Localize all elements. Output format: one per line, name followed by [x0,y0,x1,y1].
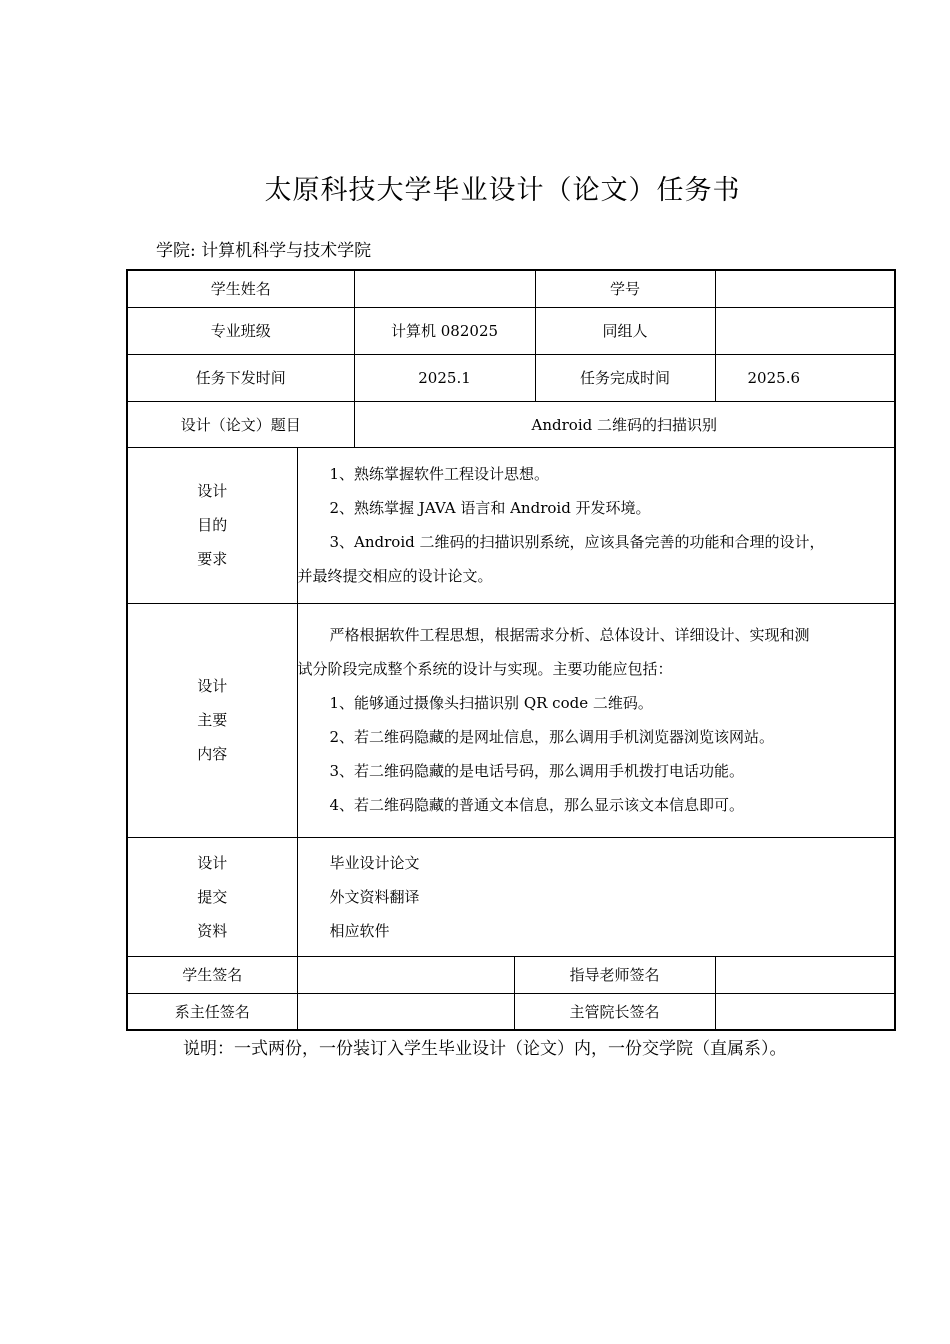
finish-time-label: 任务完成时间 [535,354,715,401]
dean-sign-field[interactable] [715,993,895,1030]
goals-label [127,447,297,603]
main-content-line: 严格根据软件工程思想，根据需求分析、总体设计、详细设计、实现和测 [329,626,810,644]
issue-time-label: 任务下发时间 [127,354,354,401]
goals-line: 并最终提交相应的设计论文。 [297,567,493,585]
submission-label-line: 设计 [197,853,228,872]
dean-sign-label: 主管院长签名 [514,993,715,1030]
major-class-label: 专业班级 [127,307,354,354]
main-content-body [297,603,895,837]
issue-time-field[interactable]: 2025.1 [354,354,535,401]
main-content-line: 试分阶段完成整个系统的设计与实现。主要功能应包括： [297,660,673,678]
group-members-label: 同组人 [535,307,715,354]
goals-line: 2、熟练掌握 JAVA 语言和 Android 开发环境。 [329,499,651,517]
dept-head-sign-field[interactable] [297,993,514,1030]
submission-item: 毕业设计论文 [329,853,420,872]
submission-items [297,837,895,956]
student-sign-label: 学生签名 [127,956,297,993]
main-content-label-line: 主要 [197,711,228,729]
major-class-field[interactable]: 计算机 082025 [354,307,535,354]
main-content-label-line: 内容 [197,745,228,763]
advisor-sign-label: 指导老师签名 [514,956,715,993]
main-content-line: 1、能够通过摄像头扫描识别 QR code 二维码。 [329,694,653,712]
student-id-label: 学号 [535,270,715,307]
goals-label-line: 要求 [197,550,228,568]
main-content-line: 3、若二维码隐藏的是电话号码，那么调用手机拨打电话功能。 [329,762,745,780]
group-members-field[interactable] [715,307,895,354]
submission-label-line: 提交 [197,887,228,906]
student-name-label: 学生姓名 [127,270,354,307]
goals-label-line: 目的 [197,516,228,534]
submission-item: 相应软件 [329,921,390,940]
main-content-line: 4、若二维码隐藏的普通文本信息，那么显示该文本信息即可。 [329,796,745,814]
submission-item: 外文资料翻译 [329,887,420,906]
main-content-label [127,603,297,837]
submission-label-line: 资料 [197,921,228,940]
student-id-field[interactable] [715,270,895,307]
goals-content [297,447,895,603]
dept-head-sign-label: 系主任签名 [127,993,297,1030]
submission-label [127,837,297,956]
topic-field[interactable]: Android 二维码的扫描识别 [354,401,895,447]
footnote: 说明：一式两份，一份装订入学生毕业设计（论文）内，一份交学院（直属系）。 [183,1039,787,1059]
student-name-field[interactable] [354,270,535,307]
main-content-label-line: 设计 [197,677,228,695]
page-title: 太原科技大学毕业设计（论文）任务书 [264,175,741,206]
advisor-sign-field[interactable] [715,956,895,993]
main-content-line: 2、若二维码隐藏的是网址信息，那么调用手机浏览器浏览该网站。 [329,728,775,746]
college-label: 学院: 计算机科学与技术学院 [156,241,372,261]
goals-line: 3、Android 二维码的扫描识别系统，应该具备完善的功能和合理的设计， [329,533,825,551]
goals-label-line: 设计 [197,482,228,500]
task-form-table [126,269,896,1031]
finish-time-field[interactable]: 2025.6 [715,354,895,401]
topic-label: 设计（论文）题目 [127,401,354,447]
goals-line: 1、熟练掌握软件工程设计思想。 [329,465,550,483]
student-sign-field[interactable] [297,956,514,993]
